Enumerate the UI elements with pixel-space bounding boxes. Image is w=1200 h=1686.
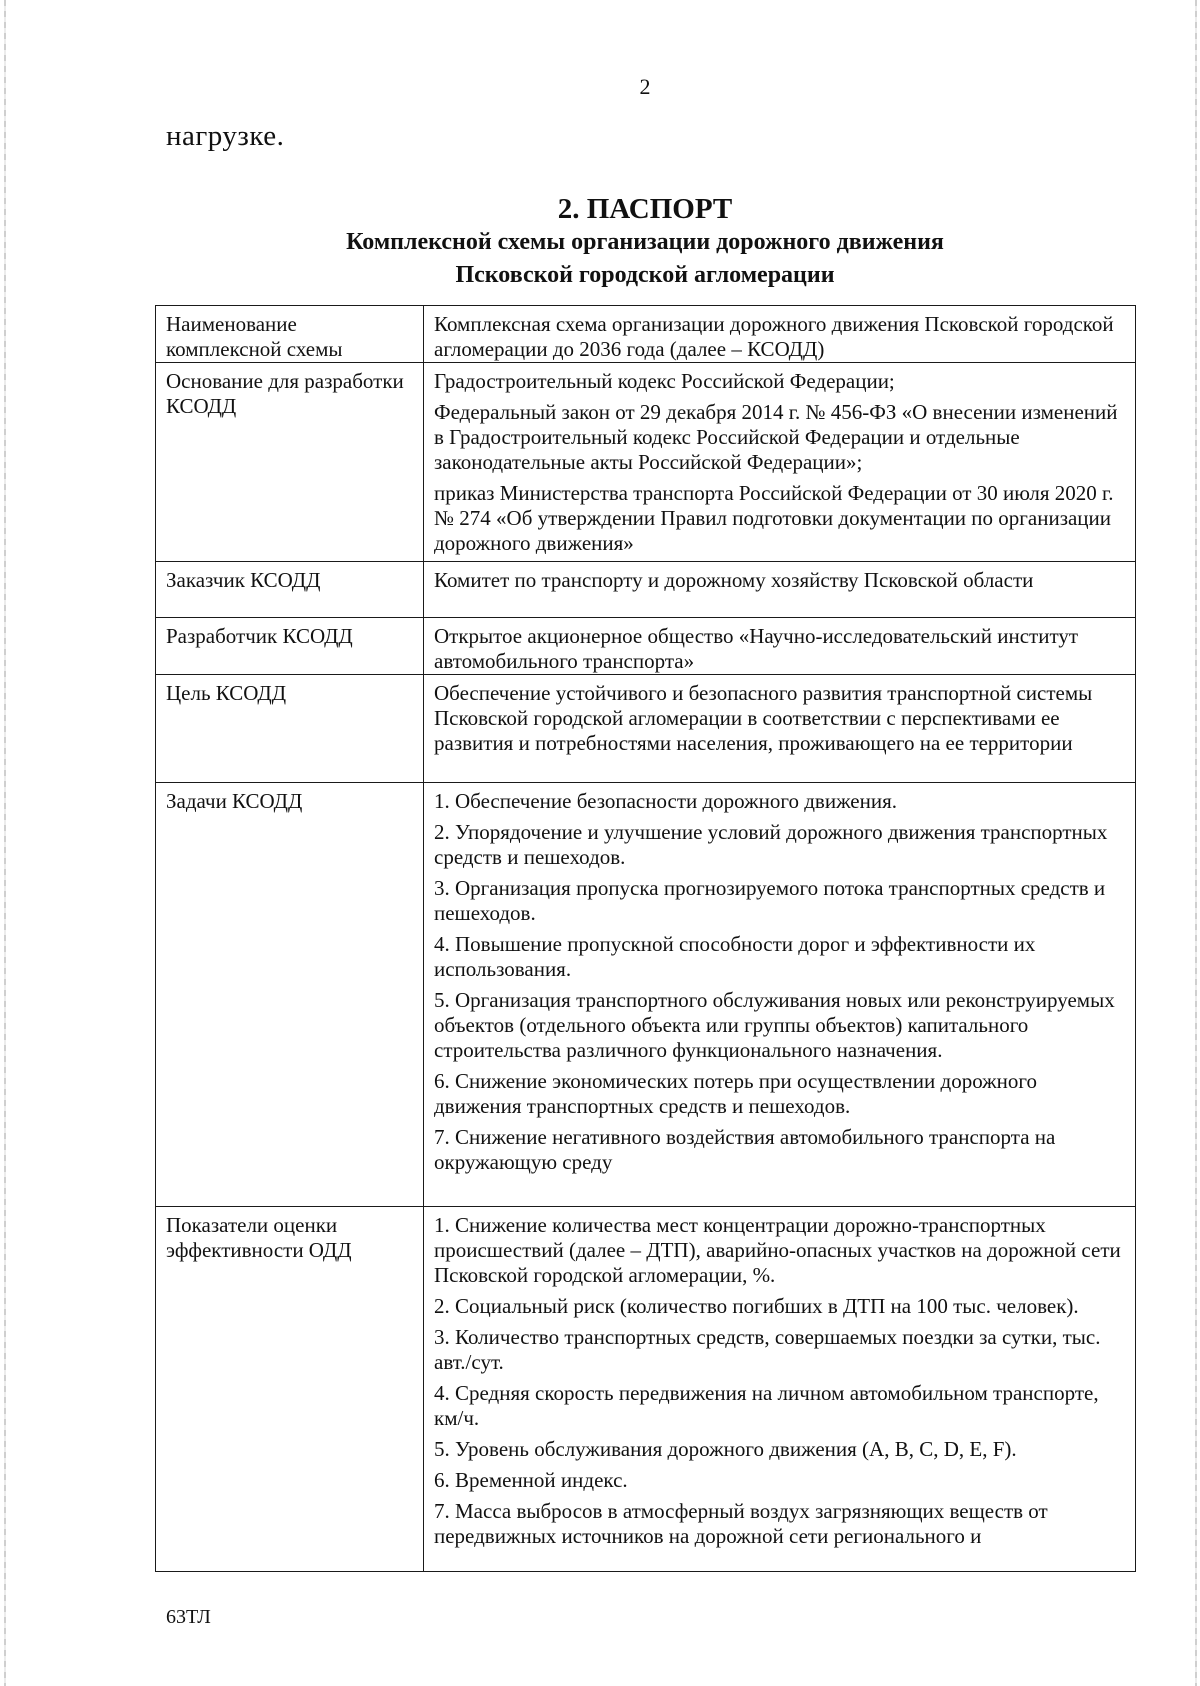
row-item: 6. Временной индекс.	[434, 1468, 628, 1492]
table-row-customer	[156, 562, 1136, 618]
row-item: Открытое акционерное общество «Научно-исследовательский институт автомобильного транспорта»	[434, 624, 1079, 673]
row-label: Цель КСОДД	[156, 675, 424, 783]
row-item: 5. Уровень обслуживания дорожного движения (A, B, C, D, E, F).	[434, 1437, 1017, 1461]
table-row-tasks	[156, 783, 1136, 1207]
row-label: Задачи КСОДД	[156, 783, 424, 1207]
row-label: Заказчик КСОДД	[156, 562, 424, 618]
row-item: 2. Социальный риск (количество погибших в ДТП на 100 тыс. человек).	[434, 1294, 1079, 1318]
row-item: Обеспечение устойчивого и безопасного развития транспортной системы Псковской городской агломерации в соответствии с перспективами ее развития и потребностями населения, проживающего на ее территории	[434, 681, 1093, 755]
carry-over-text: нагрузке.	[166, 120, 285, 152]
section-subtitle-line-1: Комплексной схемы организации дорожного движения	[346, 229, 944, 255]
row-item: 5. Организация транспортного обслуживания новых или реконструируемых объектов (отдельного объекта или группы объектов) капитального строительства различного функционального назначения.	[434, 988, 1115, 1062]
table-row-basis	[156, 363, 1136, 562]
row-item: 1. Снижение количества мест концентрации дорожно-транспортных происшествий (далее – ДТП), аварийно-опасных участков на дорожной сети Псковской городской агломерации, %.	[434, 1213, 1121, 1287]
row-label: Разработчик КСОДД	[156, 618, 424, 675]
row-item: Комплексная схема организации дорожного движения Псковской городской агломерации до 2036 года (далее – КСОДД)	[434, 312, 1114, 361]
row-item: 1. Обеспечение безопасности дорожного движения.	[434, 789, 898, 813]
row-item: 4. Средняя скорость передвижения на личном автомобильном транспорте, км/ч.	[434, 1381, 1099, 1430]
row-item: 7. Снижение негативного воздействия автомобильного транспорта на окружающую среду	[434, 1125, 1056, 1174]
section-heading	[0, 192, 1200, 292]
row-content	[424, 562, 1136, 618]
row-item: Федеральный закон от 29 декабря 2014 г. № 456-ФЗ «О внесении изменений в Градостроительный кодекс Российской Федерации и отдельные законодательные акты Российской Федерации»;	[434, 400, 1118, 474]
table-row-developer	[156, 618, 1136, 675]
row-content	[424, 1207, 1136, 1572]
row-content	[424, 618, 1136, 675]
row-item: Комитет по транспорту и дорожному хозяйству Псковской области	[434, 568, 1034, 592]
section-subtitle-line-2: Псковской городской агломерации	[455, 262, 835, 288]
passport-table	[155, 305, 1136, 1572]
row-item: 2. Упорядочение и улучшение условий дорожного движения транспортных средств и пешеходов.	[434, 820, 1108, 869]
row-item: приказ Министерства транспорта Российской Федерации от 30 июля 2020 г. № 274 «Об утверждении Правил подготовки документации по организации дорожного движения»	[434, 481, 1114, 555]
row-content	[424, 363, 1136, 562]
row-item: 3. Организация пропуска прогнозируемого потока транспортных средств и пешеходов.	[434, 876, 1106, 925]
row-item: 7. Масса выбросов в атмосферный воздух загрязняющих веществ от передвижных источников на дорожной сети регионального и	[434, 1499, 1048, 1548]
row-content	[424, 306, 1136, 363]
row-item: 4. Повышение пропускной способности дорог и эффективности их использования.	[434, 932, 1036, 981]
row-item: 3. Количество транспортных средств, совершаемых поездки за сутки, тыс. авт./сут.	[434, 1325, 1101, 1374]
row-item: 6. Снижение экономических потерь при осуществлении дорожного движения транспортных средств и пешеходов.	[434, 1069, 1038, 1118]
row-label: Наименование комплексной схемы	[156, 306, 424, 363]
row-label: Основание для разработки КСОДД	[156, 363, 424, 562]
row-content	[424, 783, 1136, 1207]
row-content	[424, 675, 1136, 783]
section-title: 2. ПАСПОРТ	[557, 193, 733, 225]
table-row-indicators	[156, 1207, 1136, 1572]
row-label: Показатели оценки эффективности ОДД	[156, 1207, 424, 1572]
table-row-name	[156, 306, 1136, 363]
footer-code: 63ТЛ	[166, 1606, 211, 1628]
page-number: 2	[639, 74, 651, 99]
row-item: Градостроительный кодекс Российской Федерации;	[434, 369, 895, 393]
table-row-goal	[156, 675, 1136, 783]
